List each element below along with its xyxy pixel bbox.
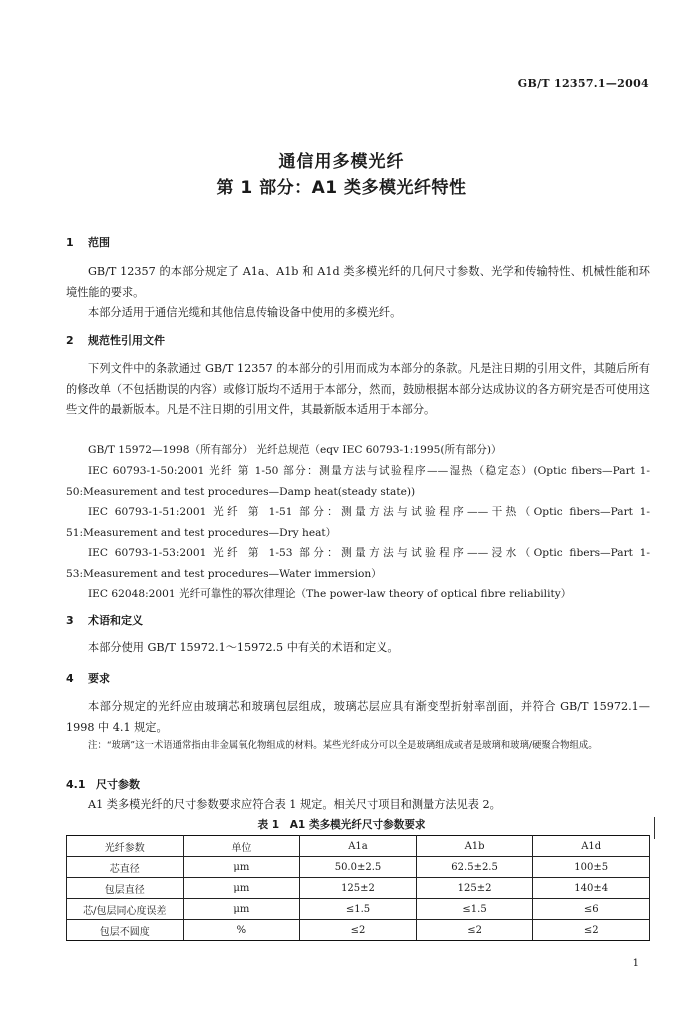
standard-code-header: GB/T 12357.1—2004 <box>517 77 649 90</box>
section-number: 3 <box>66 614 74 627</box>
table-cell: 140±4 <box>533 878 650 899</box>
section-number: 1 <box>66 236 74 249</box>
page-number: 1 <box>632 958 639 969</box>
section-heading-terms <box>66 612 143 628</box>
section-title: 术语和定义 <box>88 614 143 627</box>
section-title: 规范性引用文件 <box>88 334 165 347</box>
table-cell: μm <box>183 899 300 920</box>
section-number: 2 <box>66 334 74 347</box>
table-cell: 50.0±2.5 <box>300 857 417 878</box>
table-header-cell: A1a <box>300 836 417 857</box>
table-cell: % <box>183 920 300 941</box>
table-cell: ≤1.5 <box>416 899 533 920</box>
table-cell: ≤1.5 <box>300 899 417 920</box>
paragraph: 本部分使用 GB/T 15972.1～15972.5 中有关的术语和定义。 <box>88 641 399 654</box>
reference-item: IEC 60793-1-51:2001 光纤 第 1-51 部分：测量方法与试验程序——干热（Optic fibers—Part 1-51:Measurement and test procedures—Dry heat） <box>66 506 650 539</box>
table-header-cell: A1b <box>416 836 533 857</box>
table-header-cell: 光纤参数 <box>67 836 184 857</box>
table-cell: ≤2 <box>416 920 533 941</box>
note-label: 注： <box>88 740 107 751</box>
section-title: 尺寸参数 <box>96 778 140 791</box>
table-cell: 包层直径 <box>67 878 184 899</box>
section-heading-normative-references <box>66 332 165 348</box>
section-number: 4 <box>66 672 74 685</box>
reference-item: IEC 60793-1-53:2001 光纤 第 1-53 部分：测量方法与试验程序——浸水（Optic fibers—Part 1-53:Measurement and test procedures—Water immersion） <box>66 547 650 580</box>
reference-item: IEC 60793-1-50:2001 光纤 第 1-50 部分：测量方法与试验程序——湿热（稳定态）(Optic fibers—Part 1-50:Measurement and test procedures—Damp heat(steady state)) <box>66 465 650 498</box>
table-header-row <box>67 836 650 857</box>
paragraph: A1 类多模光纤的尺寸参数要求应符合表 1 规定。相关尺寸项目和测量方法见表 2。 <box>88 798 501 811</box>
document-title: 通信用多模光纤 <box>278 152 405 172</box>
section-title: 范围 <box>88 236 110 249</box>
table-cell: 100±5 <box>533 857 650 878</box>
section-heading-dimensional-parameters <box>66 776 140 792</box>
table-row <box>67 857 650 878</box>
fiber-dimension-table <box>66 835 650 941</box>
section-heading-requirements <box>66 670 110 686</box>
table-row <box>67 899 650 920</box>
table-header-cell: 单位 <box>183 836 300 857</box>
section-number: 4.1 <box>66 778 86 791</box>
table-cell: μm <box>183 878 300 899</box>
table-cell: ≤6 <box>533 899 650 920</box>
table-cell: 芯/包层同心度误差 <box>67 899 184 920</box>
table-cell: ≤2 <box>300 920 417 941</box>
table-cell: 125±2 <box>300 878 417 899</box>
table-header-cell: A1d <box>533 836 650 857</box>
section-title: 要求 <box>88 672 110 685</box>
section-heading-scope <box>66 234 110 250</box>
paragraph: 下列文件中的条款通过 GB/T 12357 的本部分的引用而成为本部分的条款。凡是注日期的引用文件，其随后所有的修改单（不包括勘误的内容）或修订版均不适用于本部分，然而，鼓励根据本部分达成协议的各方研究是否可使用这些文件的最新版本。凡是不注日期的引用文件，其最新版本适用于本部分。 <box>66 362 650 417</box>
table-cell: 125±2 <box>416 878 533 899</box>
table-caption: 表 1 A1 类多模光纤尺寸参数要求 <box>257 819 426 831</box>
document-subtitle: 第 1 部分：A1 类多模光纤特性 <box>216 178 467 198</box>
reference-item: GB/T 15972—1998（所有部分） 光纤总规范（eqv IEC 60793-1:1995(所有部分)） <box>88 444 502 456</box>
table-cell: ≤2 <box>533 920 650 941</box>
note <box>88 738 650 754</box>
reference-item: IEC 62048:2001 光纤可靠性的幂次律理论（The power-law theory of optical fibre reliability） <box>88 588 572 600</box>
table-cell: 包层不圆度 <box>67 920 184 941</box>
table-cell: μm <box>183 857 300 878</box>
table-cell: 62.5±2.5 <box>416 857 533 878</box>
paragraph: GB/T 12357 的本部分规定了 A1a、A1b 和 A1d 类多模光纤的几何尺寸参数、光学和传输特性、机械性能和环境性能的要求。 <box>66 265 650 299</box>
paragraph: 本部分规定的光纤应由玻璃芯和玻璃包层组成，玻璃芯层应具有渐变型折射率剖面，并符合 GB/T 15972.1—1998 中 4.1 规定。 <box>66 700 650 734</box>
table-cell: 芯直径 <box>67 857 184 878</box>
table-row <box>67 878 650 899</box>
note-text: “玻璃”这一术语通常指由非金属氧化物组成的材料。某些光纤成分可以全是玻璃组成或者是玻璃和玻璃/硬聚合物组成。 <box>106 740 598 751</box>
paragraph: 本部分适用于通信光缆和其他信息传输设备中使用的多模光纤。 <box>88 306 402 319</box>
margin-mark <box>654 817 655 839</box>
table-row <box>67 920 650 941</box>
